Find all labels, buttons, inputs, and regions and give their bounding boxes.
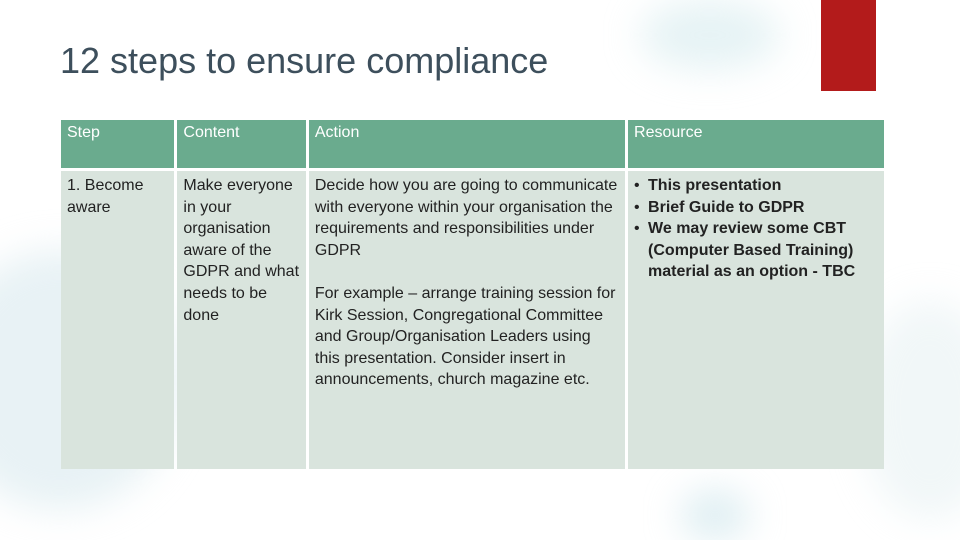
resource-list — [634, 175, 878, 283]
cell-action — [309, 171, 625, 469]
header-resource: Resource — [628, 120, 884, 168]
cell-content: Make everyone in your organisation aware of the GDPR and what needs to be done — [177, 171, 305, 469]
header-content: Content — [177, 120, 305, 168]
background-decoration — [640, 0, 780, 70]
header-step: Step — [61, 120, 174, 168]
slide-title: 12 steps to ensure compliance — [60, 40, 549, 81]
action-paragraph: Decide how you are going to communicate with everyone within your organisation the requirements and responsibilities under GDPR — [314, 177, 618, 259]
list-item: • Brief Guide to GDPR — [634, 197, 878, 219]
header-action: Action — [309, 120, 625, 168]
compliance-table — [58, 117, 887, 472]
list-item: • This presentation — [634, 175, 878, 197]
cell-step: 1. Become aware — [61, 171, 174, 469]
list-item: • We may review some CBT (Computer Based Training) material as an option - TBC — [634, 218, 878, 283]
table-header-row — [61, 120, 884, 168]
table-row — [61, 171, 884, 469]
background-decoration — [680, 490, 750, 540]
cell-resource — [628, 171, 884, 469]
accent-bar — [821, 0, 876, 91]
action-example-paragraph: For example – arrange training session for Kirk Session, Congregational Committee and Group/Organisation Leaders using this presentation. Consider insert in announcements, church magazine etc. — [314, 284, 616, 389]
